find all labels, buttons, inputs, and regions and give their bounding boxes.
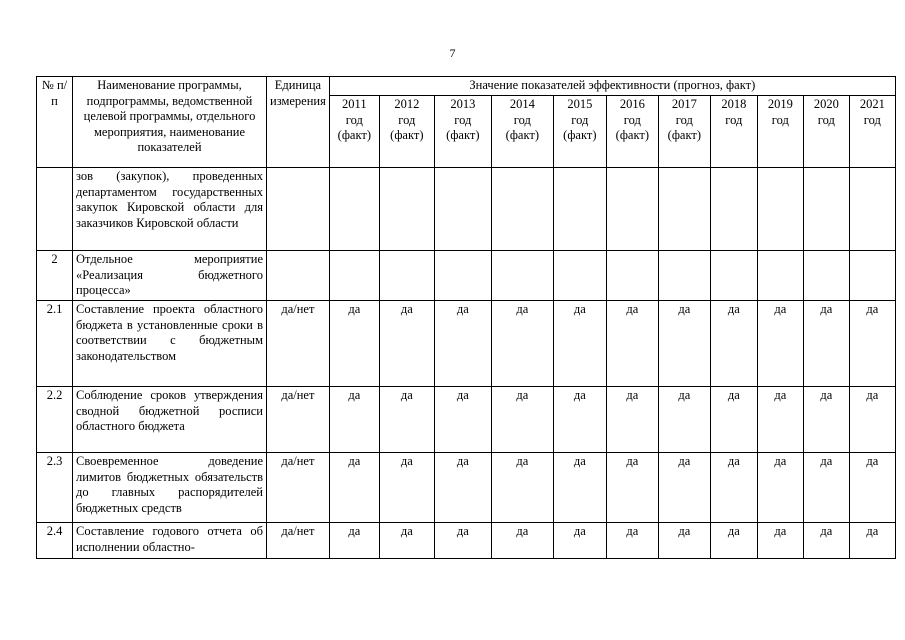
header-year-note: (факт) <box>563 128 597 142</box>
row-value-2012: да <box>379 523 434 559</box>
row-value-2021 <box>849 251 895 301</box>
header-year-2014 <box>491 96 553 168</box>
row-value-2015: да <box>553 453 606 523</box>
row-unit: да/нет <box>267 387 330 453</box>
row-value-2021: да <box>849 387 895 453</box>
row-unit <box>267 168 330 251</box>
row-name: Составление проекта областного бюджета в установленные сроки в соответствии с бюджетным законодательством <box>73 301 267 387</box>
page-number: 7 <box>449 46 456 60</box>
row-value-2020: да <box>803 387 849 453</box>
row-number: 2 <box>37 251 73 301</box>
row-value-2015: да <box>553 301 606 387</box>
row-value-2020 <box>803 251 849 301</box>
header-year-word: год <box>398 112 416 127</box>
header-year-2013 <box>434 96 491 168</box>
header-year-year: 2021 <box>859 97 885 111</box>
header-year-2018 <box>710 96 757 168</box>
indicators-table <box>36 76 896 559</box>
header-year-word: год <box>454 112 472 127</box>
row-value-2011 <box>329 168 379 251</box>
row-value-2014: да <box>491 523 553 559</box>
table-row <box>37 453 896 523</box>
row-value-2015: да <box>553 387 606 453</box>
header-year-year: 2015 <box>567 97 593 111</box>
row-value-2011: да <box>329 453 379 523</box>
header-year-2012 <box>379 96 434 168</box>
header-year-year: 2013 <box>450 97 476 111</box>
header-num: № п/п <box>37 77 73 168</box>
table-row <box>37 387 896 453</box>
header-unit: Единица измерения <box>267 77 330 168</box>
row-value-2013: да <box>434 301 491 387</box>
row-value-2014: да <box>491 301 553 387</box>
row-number <box>37 168 73 251</box>
row-unit: да/нет <box>267 523 330 559</box>
row-value-2017 <box>658 168 710 251</box>
table-row <box>37 168 896 251</box>
header-year-word: год <box>771 112 789 127</box>
row-unit: да/нет <box>267 453 330 523</box>
table-row <box>37 251 896 301</box>
row-value-2014: да <box>491 387 553 453</box>
row-value-2015: да <box>553 523 606 559</box>
header-year-year: 2012 <box>394 97 420 111</box>
row-value-2012 <box>379 168 434 251</box>
row-value-2019: да <box>757 387 803 453</box>
header-year-word: год <box>725 112 743 127</box>
row-value-2018: да <box>710 301 757 387</box>
row-number: 2.2 <box>37 387 73 453</box>
row-value-2011: да <box>329 523 379 559</box>
header-year-2011 <box>329 96 379 168</box>
row-value-2018: да <box>710 523 757 559</box>
row-value-2012: да <box>379 387 434 453</box>
header-year-word: год <box>817 112 835 127</box>
row-value-2017: да <box>658 523 710 559</box>
row-number: 2.3 <box>37 453 73 523</box>
header-year-year: 2019 <box>767 97 793 111</box>
header-year-note: (факт) <box>337 128 371 142</box>
row-name: Своевременное доведение лимитов бюджетных обязательств до главных распорядителей бюджетных средств <box>73 453 267 523</box>
row-value-2019: да <box>757 523 803 559</box>
table-row <box>37 301 896 387</box>
row-value-2017: да <box>658 301 710 387</box>
row-value-2014 <box>491 251 553 301</box>
row-value-2016 <box>606 168 658 251</box>
header-year-note: (факт) <box>667 128 701 142</box>
row-value-2014 <box>491 168 553 251</box>
row-value-2015 <box>553 168 606 251</box>
header-year-2019 <box>757 96 803 168</box>
row-name: Отдельное мероприятие «Реализация бюджетного процесса» <box>73 251 267 301</box>
row-value-2014: да <box>491 453 553 523</box>
row-value-2013: да <box>434 523 491 559</box>
header-year-year: 2014 <box>509 97 535 111</box>
row-value-2011: да <box>329 387 379 453</box>
header-name: Наименование программы, подпрограммы, ведомственной целевой программы, отдельного мероприятия, наименование показателей <box>73 77 267 168</box>
row-value-2021: да <box>849 523 895 559</box>
row-value-2021 <box>849 168 895 251</box>
row-value-2012: да <box>379 453 434 523</box>
row-value-2021: да <box>849 301 895 387</box>
row-name: Соблюдение сроков утверждения сводной бюджетной росписи областного бюджета <box>73 387 267 453</box>
row-value-2013 <box>434 168 491 251</box>
row-value-2019 <box>757 168 803 251</box>
header-year-note: (факт) <box>390 128 424 142</box>
header-year-year: 2016 <box>619 97 645 111</box>
header-year-2015 <box>553 96 606 168</box>
row-number: 2.1 <box>37 301 73 387</box>
row-value-2019 <box>757 251 803 301</box>
row-value-2016: да <box>606 387 658 453</box>
header-year-note: (факт) <box>446 128 480 142</box>
row-name: зов (закупок), проведенных департаментом государственных закупок Кировской области для заказчиков Кировской области <box>73 168 267 251</box>
header-year-year: 2020 <box>813 97 839 111</box>
row-value-2013 <box>434 251 491 301</box>
row-number: 2.4 <box>37 523 73 559</box>
header-year-year: 2017 <box>671 97 697 111</box>
table-row <box>37 523 896 559</box>
row-value-2016: да <box>606 453 658 523</box>
row-value-2019: да <box>757 301 803 387</box>
header-year-2020 <box>803 96 849 168</box>
row-value-2012: да <box>379 301 434 387</box>
header-values-title: Значение показателей эффективности (прогноз, факт) <box>329 77 895 96</box>
row-value-2011 <box>329 251 379 301</box>
row-value-2020: да <box>803 301 849 387</box>
header-year-2021 <box>849 96 895 168</box>
header-year-word: год <box>345 112 363 127</box>
row-value-2016: да <box>606 301 658 387</box>
row-value-2013: да <box>434 453 491 523</box>
row-name: Составление годового отчета об исполнении областно- <box>73 523 267 559</box>
row-value-2018: да <box>710 453 757 523</box>
header-year-note: (факт) <box>615 128 649 142</box>
row-unit <box>267 251 330 301</box>
header-year-year: 2011 <box>342 97 367 111</box>
row-value-2018: да <box>710 387 757 453</box>
row-value-2020: да <box>803 523 849 559</box>
row-value-2016: да <box>606 523 658 559</box>
header-year-2017 <box>658 96 710 168</box>
header-year-word: год <box>571 112 589 127</box>
row-value-2018 <box>710 251 757 301</box>
header-year-word: год <box>623 112 641 127</box>
header-year-note: (факт) <box>505 128 539 142</box>
row-value-2011: да <box>329 301 379 387</box>
row-value-2015 <box>553 251 606 301</box>
row-value-2021: да <box>849 453 895 523</box>
row-value-2020 <box>803 168 849 251</box>
row-value-2016 <box>606 251 658 301</box>
header-year-word: год <box>513 112 531 127</box>
row-value-2012 <box>379 251 434 301</box>
row-value-2019: да <box>757 453 803 523</box>
row-value-2018 <box>710 168 757 251</box>
header-year-year: 2018 <box>721 97 747 111</box>
header-year-word: год <box>675 112 693 127</box>
row-value-2017: да <box>658 453 710 523</box>
row-value-2020: да <box>803 453 849 523</box>
row-unit: да/нет <box>267 301 330 387</box>
header-year-word: год <box>863 112 881 127</box>
row-value-2017 <box>658 251 710 301</box>
row-value-2017: да <box>658 387 710 453</box>
header-year-2016 <box>606 96 658 168</box>
row-value-2013: да <box>434 387 491 453</box>
